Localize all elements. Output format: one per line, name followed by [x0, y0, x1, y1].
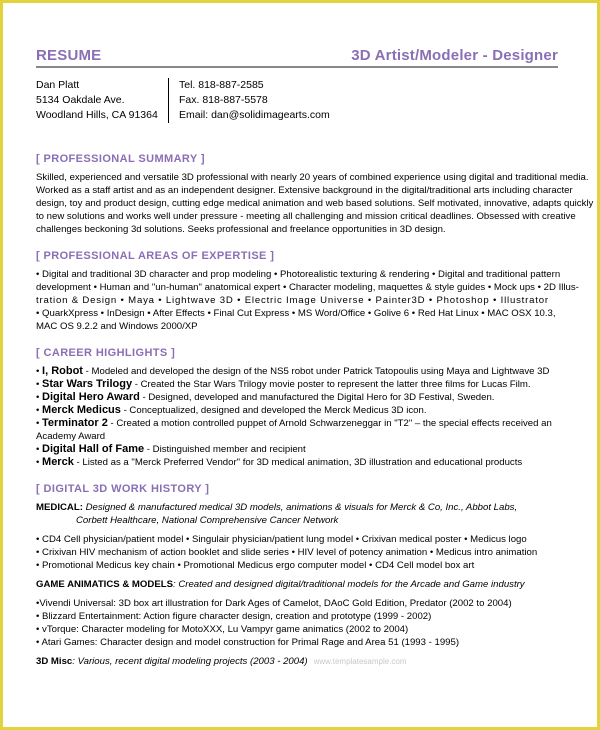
- summary-line: Worked as a staff artist and as an independent designer. Extensive background in the digital/traditional arts including character: [36, 185, 573, 196]
- contact-address-1: 5134 Oakdale Ave.: [36, 94, 125, 106]
- contact-divider: [168, 78, 169, 123]
- highlight-text: - Modeled and developed the design of the NS5 robot under Patrick Tatopoulis using Maya and Lightwave 3D: [82, 366, 550, 377]
- medical-desc-2: Corbett Healthcare, National Comprehensive Cancer Network: [76, 515, 339, 526]
- highlight-text: - Distinguished member and recipient: [144, 444, 306, 455]
- highlight-text: - Created the Star Wars Trilogy movie poster to represent the latter three films for Lucas Film.: [132, 379, 531, 390]
- list-item: • CD4 Cell physician/patient model • Singulair physician/patient lung model • Crixivan medical poster • Medicus logo: [36, 534, 527, 545]
- highlight-text: - Listed as a "Merck Preferred Vendor" for 3D medical animation, 3D illustration and educational products: [73, 457, 523, 468]
- highlight-title: Digital Hall of Fame: [42, 443, 145, 455]
- section-title-work: [ DIGITAL 3D WORK HISTORY ]: [36, 483, 210, 495]
- expertise-line: tration & Design • Maya • Lightwave 3D • Electric Image Universe • Painter3D • Photoshop • Illustrator: [36, 295, 549, 306]
- games-desc: : Created and designed digital/traditional models for the Arcade and Game industry: [172, 579, 525, 590]
- list-item: • Digital Hero Award - Designed, developed and manufactured the Digital Hero for 3D Festival, Sweden.: [36, 391, 495, 403]
- summary-line: design, toy and product design, cutting edge medical animation and web based solutions. Self motivated, innovative, adapts quickly: [36, 198, 594, 209]
- highlight-text: - Conceptualized, designed and developed the Merck Medicus 3D icon.: [120, 405, 427, 416]
- expertise-line: • QuarkXpress • InDesign • After Effects • Final Cut Express • MS Word/Office • Golive 6 • Red Hat Linux • MAC OSX 10.3,: [36, 308, 556, 319]
- list-item: • Promotional Medicus key chain • Promotional Medicus ergo computer model • CD4 Cell model box art: [36, 560, 475, 571]
- list-item: • vTorque: Character modeling for MotoXXX, Lu Vampyr game animatics (2002 to 2004): [36, 624, 409, 635]
- medical-label: MEDICAL:: [36, 502, 83, 513]
- contact-block: [36, 78, 558, 123]
- expertise-text: [36, 268, 579, 333]
- contact-tel: Tel. 818-887-2585: [179, 79, 264, 91]
- highlight-title: Star Wars Trilogy: [42, 378, 133, 390]
- expertise-line: • Digital and traditional 3D character and prop modeling • Photorealistic texturing & rendering • Digital and traditional pattern: [36, 269, 561, 280]
- list-item: • Merck Medicus - Conceptualized, designed and developed the Merck Medicus 3D icon.: [36, 404, 427, 416]
- summary-line: Skilled, experienced and versatile 3D professional with nearly 20 years of combined experience using digital and traditional media.: [36, 172, 589, 183]
- misc-heading: [36, 655, 558, 668]
- list-item: • Atari Games: Character design and model construction for Primal Rage and Area 51 (1993 - 1995): [36, 637, 460, 648]
- contact-name: Dan Platt: [36, 79, 80, 91]
- list-item: • Blizzard Entertainment: Action figure character design, creation and prototype (1999 - 2002): [36, 611, 432, 622]
- watermark: www.templatesample.com: [313, 657, 407, 666]
- misc-label: 3D Misc: [36, 656, 73, 667]
- games-label: GAME ANIMATICS & MODELS: [36, 579, 173, 590]
- highlight-continuation: Academy Award: [36, 431, 106, 442]
- work-history: [36, 501, 558, 668]
- header-bar: [36, 47, 558, 68]
- section-title-expertise: [ PROFESSIONAL AREAS OF EXPERTISE ]: [36, 250, 275, 262]
- highlight-title: Terminator 2: [42, 417, 108, 429]
- list-item: • Terminator 2 - Created a motion controlled puppet of Arnold Schwarzeneggar in "T2" – the special effects received an: [36, 417, 552, 429]
- highlight-text: - Designed, developed and manufactured the Digital Hero for 3D Festival, Sweden.: [139, 392, 495, 403]
- highlights-list: [36, 365, 558, 469]
- address-column: [36, 78, 168, 123]
- list-item: • Merck - Listed as a "Merck Preferred Vendor" for 3D medical animation, 3D illustration and educational products: [36, 456, 523, 468]
- highlight-title: Merck: [42, 456, 74, 468]
- highlight-title: I, Robot: [42, 365, 83, 377]
- contact-email: Email: dan@solidimagearts.com: [179, 109, 330, 121]
- list-item: • Digital Hall of Fame - Distinguished member and recipient: [36, 443, 306, 455]
- list-item: • I, Robot - Modeled and developed the design of the NS5 robot under Patrick Tatopoulis using Maya and Lightwave 3D: [36, 365, 550, 377]
- list-item: • Crixivan HIV mechanism of action booklet and slide series • HIV level of potency animation • Medicus intro animation: [36, 547, 538, 558]
- job-title: 3D Artist/Modeler - Designer: [351, 47, 558, 64]
- resume-label: RESUME: [36, 47, 102, 64]
- section-title-highlights: [ CAREER HIGHLIGHTS ]: [36, 347, 176, 359]
- highlight-text: - Created a motion controlled puppet of Arnold Schwarzeneggar in "T2" – the special effects received an: [107, 418, 552, 429]
- medical-heading: [36, 501, 558, 514]
- summary-line: challenges beckoning 3d solutions. Seeks professional and freelance opportunities in 3D design.: [36, 224, 446, 235]
- misc-desc: : Various, recent digital modeling projects (2003 - 2004): [72, 656, 308, 667]
- list-item: •Vivendi Universal: 3D box art illustration for Dark Ages of Camelot, DAoC Gold Edition, Predator (2002 to 2004): [36, 598, 512, 609]
- highlight-title: Digital Hero Award: [42, 391, 140, 403]
- list-item: • Star Wars Trilogy - Created the Star Wars Trilogy movie poster to represent the latter three films for Lucas Film.: [36, 378, 531, 390]
- contact-address-2: Woodland Hills, CA 91364: [36, 109, 158, 121]
- contact-fax: Fax. 818-887-5578: [179, 94, 268, 106]
- phone-column: [179, 78, 330, 123]
- expertise-line: development • Human and "un-human" anatomical expert • Character modeling, maquettes & style guides • Mock ups • 2D Illus-: [36, 282, 579, 293]
- highlight-title: Merck Medicus: [42, 404, 121, 416]
- section-title-summary: [ PROFESSIONAL SUMMARY ]: [36, 153, 205, 165]
- medical-desc: Designed & manufactured medical 3D models, animations & visuals for Merck & Co, Inc., Abbot Labs,: [82, 502, 518, 513]
- games-heading: [36, 578, 558, 591]
- summary-line: to new solutions and works well under pressure - meeting all challenging and mission critical deadlines. Obsessed with creative: [36, 211, 576, 222]
- expertise-line: MAC OS 9.2.2 and Windows 2000/XP: [36, 321, 198, 332]
- resume-page: [36, 47, 594, 668]
- summary-text: [36, 171, 594, 236]
